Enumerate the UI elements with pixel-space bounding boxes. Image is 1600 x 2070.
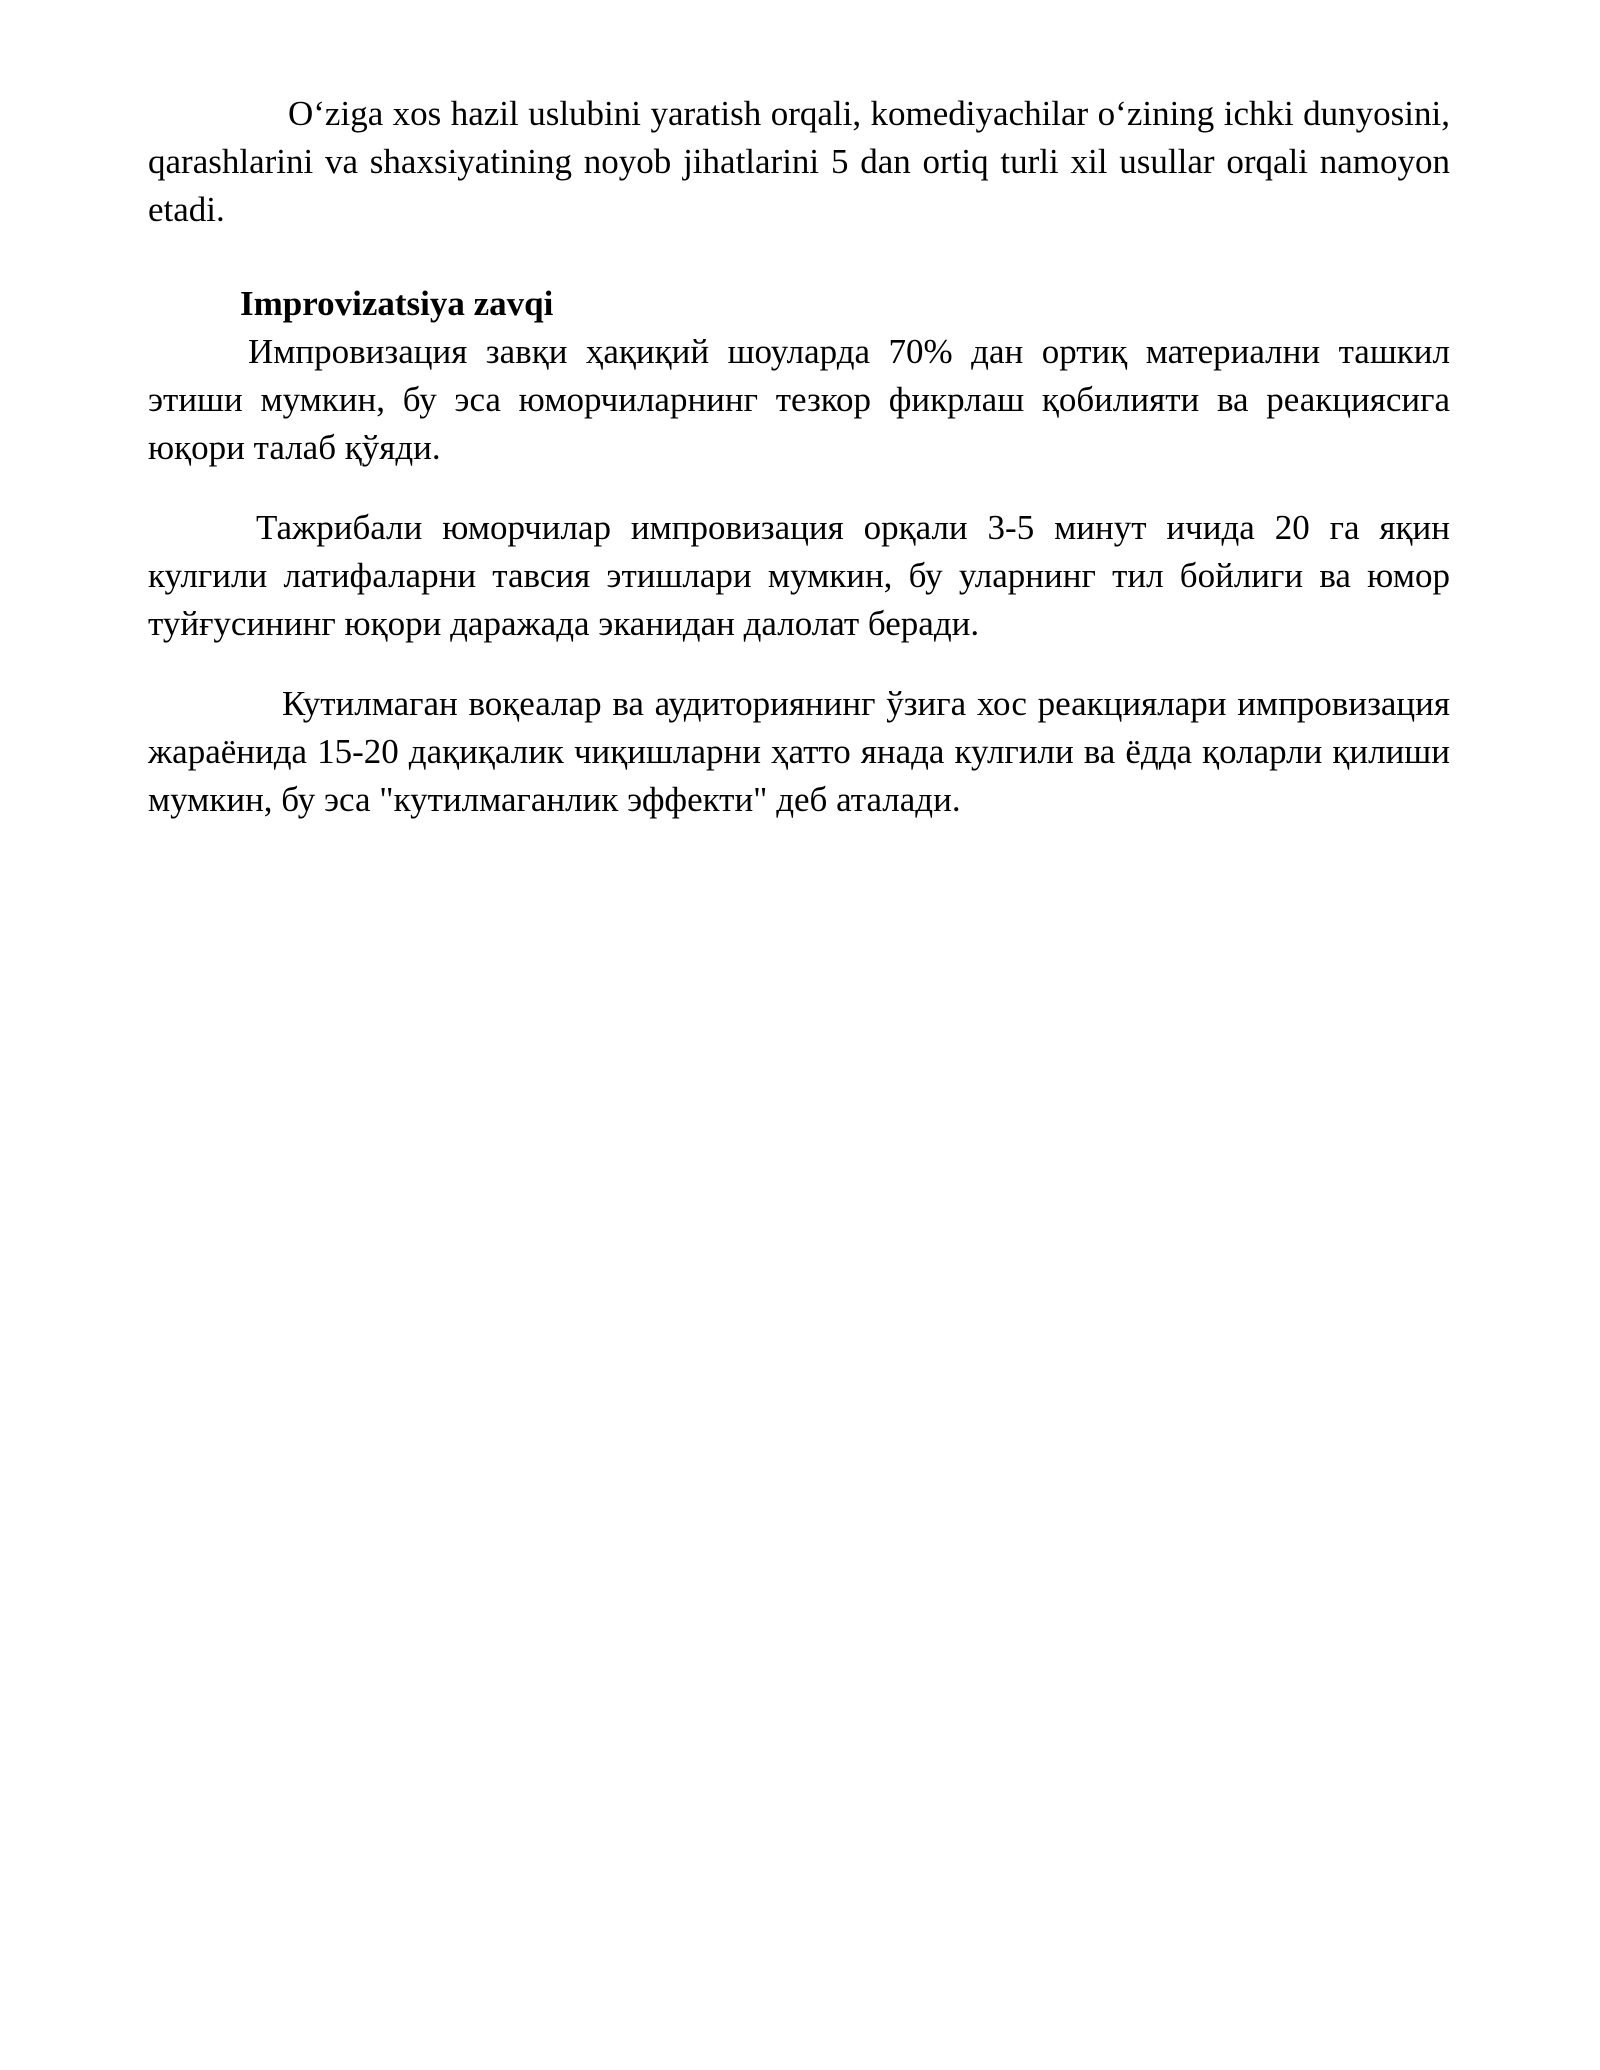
intro-paragraph: O‘ziga xos hazil uslubini yaratish orqali, komediyachilar o‘zining ichki dunyosini, qarashlarini va shaxsiyatining noyob jihatlarini 5 dan ortiq turli xil usullar orqali namoyon etadi. bbox=[148, 94, 1450, 229]
improvisation-paragraph-1: Импровизация завқи ҳақиқий шоуларда 70% дан ортиқ материални ташкил этиши мумкин, бу эса юморчиларнинг тезкор фикрлаш қобилияти ва реакциясига юқори талаб қўяди. bbox=[148, 332, 1450, 467]
section-heading: Improvizatsiya zavqi bbox=[240, 284, 554, 323]
improvisation-paragraph-2: Тажрибали юморчилар импровизация орқали 3-5 минут ичида 20 га яқин кулгили латифаларни тавсия этишлари мумкин, бу уларнинг тил бойлиги ва юмор туйғусининг юқори даражада эканидан далолат беради. bbox=[148, 508, 1450, 643]
improvisation-paragraph-3: Кутилмаган воқеалар ва аудиториянинг ўзига хос реакциялари импровизация жараёнида 15-20 дақиқалик чиқишларни ҳатто янада кулгили ва ёдда қоларли қилиши мумкин, бу эса "кутилмаганлик эффекти" деб аталади. bbox=[148, 684, 1450, 819]
document-body bbox=[148, 90, 1450, 824]
